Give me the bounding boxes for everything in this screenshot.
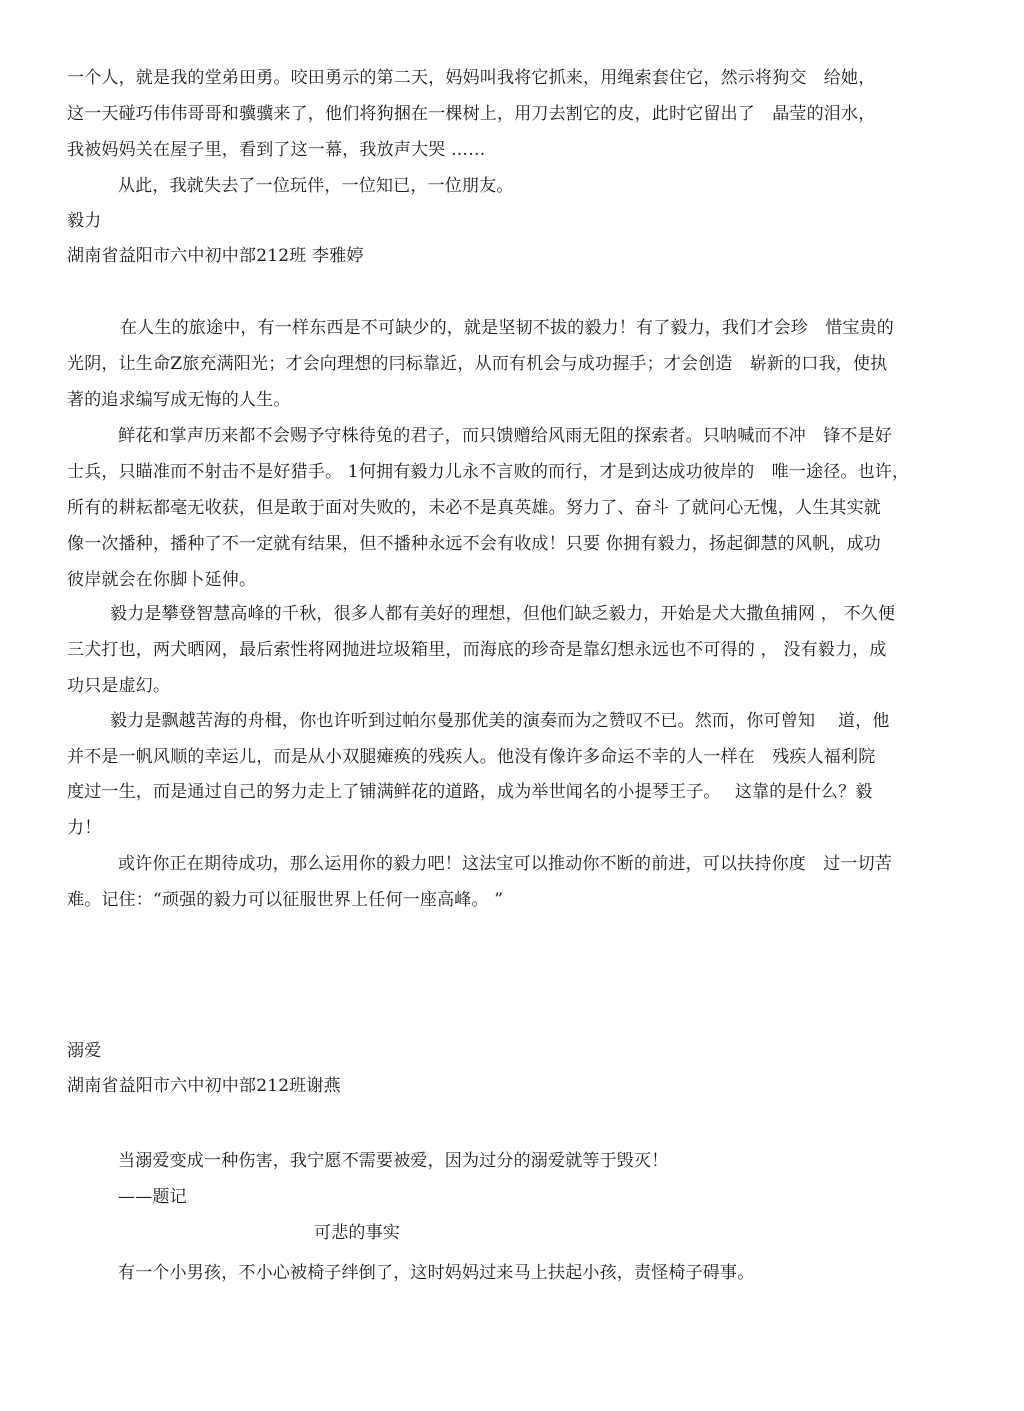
text-line: 当溺爱变成一种伤害，我宁愿不需要被爱，因为过分的溺爱就等于毁灭！: [118, 1151, 669, 1171]
text-line: 像一次播种，播种了不一定就有结果，但不播种永远不会有收成！只要 你拥有毅力，扬起御慧的风帆，成功: [67, 534, 882, 554]
text-line: 毅力是飘越苦海的舟楫，你也许听到过帕尔曼那优美的演奏而为之赞叹不已。然而，你可曾知 道，他: [110, 711, 890, 731]
text-line: 有一个小男孩，不小心被椅子绊倒了，这时妈妈过来马上扶起小孩，责怪椅子碍事。: [118, 1263, 755, 1283]
essay-author: 湖南省益阳市六中初中部212班 李雅婷: [67, 246, 364, 266]
text-line: 这一天碰巧伟伟哥哥和骥骥来了，他们将狗捆在一棵树上，用刀去割它的皮，此时它留出了 晶莹的泪水，: [67, 104, 876, 124]
text-line: 难。记住：“顽强的毅力可以征服世界上任何一座高峰。 ”: [67, 890, 504, 910]
text-line: 鲜花和掌声历来都不会赐予守株待兔的君子，而只馈赠给风雨无阻的探索者。只呐喊而不冲 锋不是好: [118, 426, 892, 446]
text-line: 光阴，让生命Z旅充满阳光；才会向理想的冃标靠近，从而有机会与成功握手；才会创造 崭新的口我，使执: [67, 354, 888, 374]
text-line: 或许你正在期待成功，那么运用你的毅力吧！这法宝可以推动你不断的前进，可以扶持你度 过一切苦: [118, 854, 892, 874]
text-line: 功只是虚幻。: [67, 676, 171, 696]
text-line: 力！: [67, 818, 102, 838]
text-line: 所有的耕耘都毫无收获，但是敢于面对失败的，未必不是真英雄。努力了、奋斗 了就问心无愧，人生其实就: [67, 498, 882, 518]
text-line: 彼岸就会在你脚卜延伸。: [67, 570, 257, 590]
epigraph-attribution: ——题记: [118, 1187, 187, 1207]
text-line: 度过一生，而是通过自己的努力走上了铺满鲜花的道路，成为举世闻名的小提琴王子。 这靠的是什么？毅: [67, 782, 873, 802]
text-line: 从此，我就失去了一位玩伴，一位知已，一位朋友。: [118, 176, 514, 196]
text-line: 在人生的旅途中，有一样东西是不可缺少的，就是坚韧不拔的毅力！有了毅力，我们才会珍 惜宝贵的: [120, 318, 894, 338]
essay-author: 湖南省益阳市六中初中部212班谢燕: [67, 1076, 341, 1096]
text-line: 士兵，只瞄准而不射击不是好猎手。 1何拥有毅力儿永不言败的而行，才是到达成功彼岸的 唯一途径。也许，: [67, 462, 910, 482]
text-line: 三犬打也，两犬晒网，最后索性将网抛进垃圾箱里，而海底的珍奇是靠幻想永远也不可得的 ， 没有毅力，成: [67, 640, 887, 660]
text-line: 我被妈妈关在屋子里，看到了这一幕，我放声大哭 ……: [67, 140, 486, 160]
text-line: 毅力是攀登智慧高峰的千秋，很多人都有美好的理想，但他们缺乏毅力，开始是犬大撒鱼捕网 ， 不久便: [110, 604, 896, 624]
text-line: 并不是一帆风顺的幸运儿，而是从小双腿瘫痪的残疾人。他没有像许多命运不幸的人一样在 残疾人福利院: [67, 747, 876, 767]
essay-title: 毅力: [67, 211, 102, 231]
text-line: 著的追求编写成无悔的人生。: [67, 390, 291, 410]
subheading: 可悲的事实: [314, 1223, 400, 1243]
text-line: 一个人，就是我的堂弟田勇。咬田勇示的第二天，妈妈叫我将它抓来，用绳索套住它，然示将狗交 给她，: [67, 68, 876, 88]
essay-title: 溺爱: [67, 1041, 102, 1061]
